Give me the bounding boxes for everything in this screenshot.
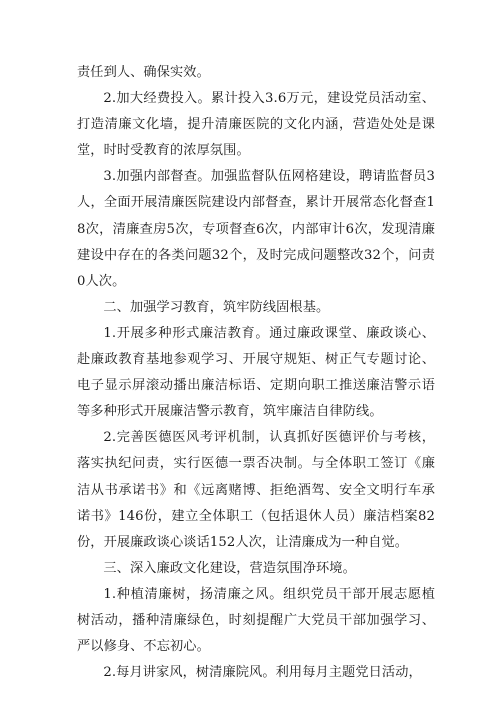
paragraph-5: 2.完善医德医风考评机制，认真抓好医德评价与考核，落实执纪问责，实行医德一票否决制。与全体职工签订《廉洁从书承诺书》和《远离赌博、拒绝酒驾、安全文明行车承诺书》146份，建立全体职工（包括退休人员）廉洁档案82份，开展廉政谈心谈话152人次，让清廉成为一种自觉。 <box>77 430 435 550</box>
paragraph-1: 责任到人、确保实效。 <box>77 65 210 80</box>
paragraph-2: 2.加大经费投入。累计投入3.6万元，建设党员活动室、打造清廉文化墙，提升清廉医院的文化内涵，营造处处是课堂，时时受教育的浓厚氛围。 <box>77 91 435 159</box>
section-heading-2: 二、加强学习教育，筑牢防线固根基。 <box>103 299 330 315</box>
document-page <box>77 60 435 686</box>
paragraph-3: 3.加强内部督查。加强监督队伍网格建设，聘请监督员3人，全面开展清廉医院建设内部督查，累计开展常态化督查18次，清廉查房5次，专项督查6次，内部审计6次，发现清廉建设中存在的各类问题32个，及时完成问题整改32个，问责0人次。 <box>77 169 435 289</box>
paragraph-7: 2.每月讲家风，树清廉院风。利用每月主题党日活动， <box>103 665 422 681</box>
paragraph-6: 1.种植清廉树，扬清廉之风。组织党员干部开展志愿植树活动，播种清廉绿色，时刻提醒广大党员干部加强学习、严以修身、不忘初心。 <box>77 586 435 655</box>
section-heading-3: 三、深入廉政文化建设，营造氛围净环境。 <box>103 560 356 576</box>
paragraph-4: 1.开展多种形式廉洁教育。通过廉政课堂、廉政谈心、赴廉政教育基地参观学习、开展守规矩、树正气专题讨论、电子显示屏滚动播出廉洁标语、定期向职工推送廉洁警示语等多种形式开展廉洁警示教育，筑牢廉洁自律防线。 <box>77 325 435 420</box>
